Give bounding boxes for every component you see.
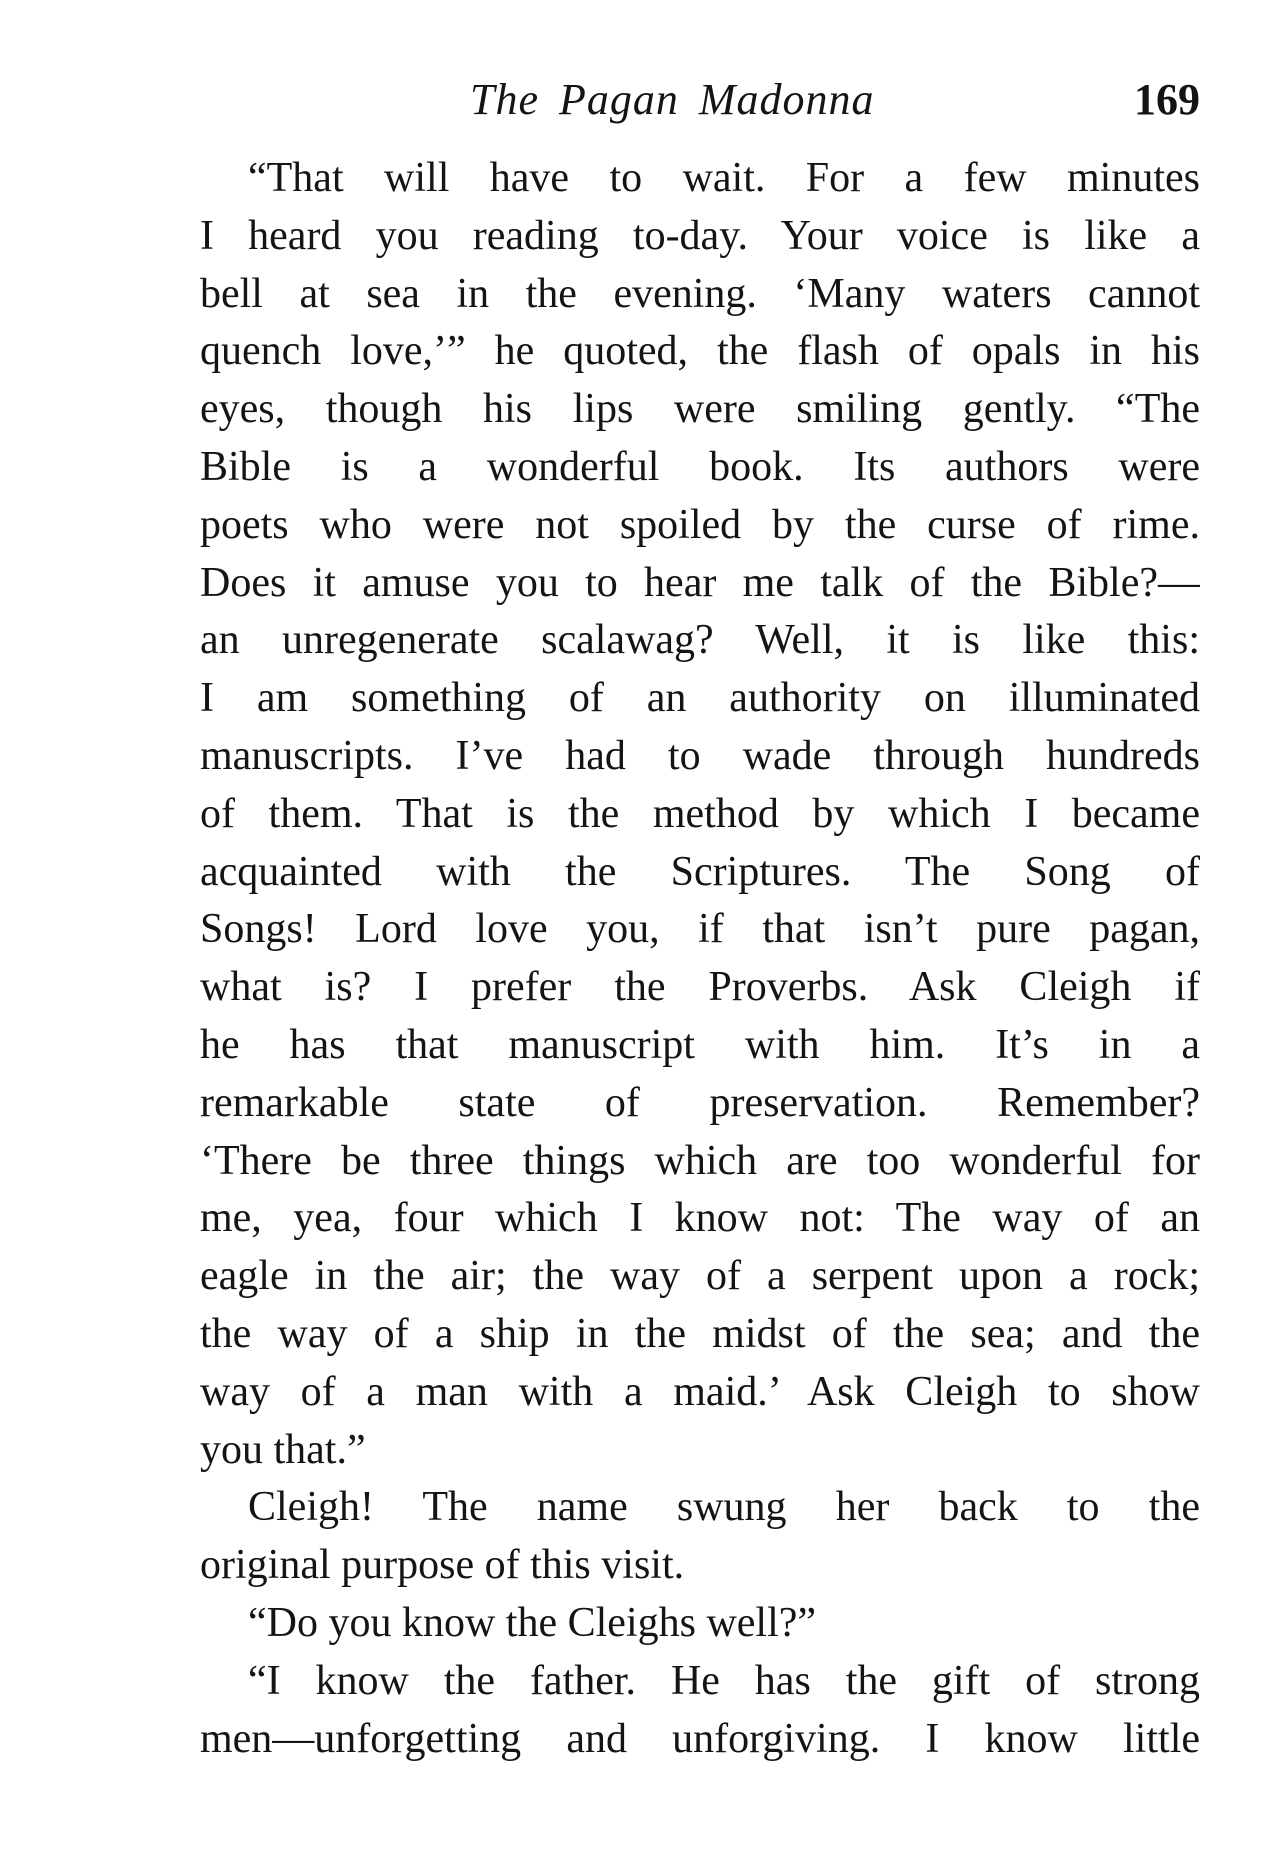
text-line: the way of a ship in the midst of the sea; and the: [200, 1310, 1200, 1357]
text-line: poets who were not spoiled by the curse of rime.: [200, 501, 1200, 548]
text-line: manuscripts. I’ve had to wade through hundreds: [200, 732, 1200, 779]
text-line: Bible is a wonderful book. Its authors were: [200, 443, 1200, 490]
text-line: ‘There be three things which are too wonderful for: [200, 1137, 1200, 1184]
text-line: acquainted with the Scriptures. The Song of: [200, 848, 1200, 895]
text-line: men—unforgetting and unforgiving. I know little: [200, 1715, 1200, 1762]
text-line: I am something of an authority on illuminated: [200, 675, 1200, 722]
text-line: eagle in the air; the way of a serpent upon a rock;: [200, 1253, 1200, 1300]
text-line: “I know the father. He has the gift of strong: [248, 1657, 1200, 1704]
running-header: [200, 60, 1200, 140]
running-title: The Pagan Madonna: [470, 75, 875, 124]
text-line: an unregenerate scalawag? Well, it is like this:: [200, 617, 1200, 664]
text-line: Cleigh! The name swung her back to the: [248, 1484, 1200, 1531]
text-line: he has that manuscript with him. It’s in a: [200, 1021, 1200, 1068]
text-line: “Do you know the Cleighs well?”: [248, 1599, 817, 1646]
body-text: [200, 150, 1200, 1768]
text-line: what is? I prefer the Proverbs. Ask Cleigh if: [200, 964, 1200, 1011]
text-line: “That will have to wait. For a few minutes: [248, 155, 1200, 201]
text-line: you that.”: [200, 1426, 366, 1473]
text-line: bell at sea in the evening. ‘Many waters cannot: [200, 270, 1200, 317]
text-line: Does it amuse you to hear me talk of the Bible?—: [200, 559, 1200, 606]
text-line: Songs! Lord love you, if that isn’t pure pagan,: [200, 906, 1200, 953]
page-number: 169: [1134, 75, 1200, 124]
text-line: I heard you reading to-day. Your voice is like a: [200, 212, 1200, 259]
book-page: [200, 60, 1200, 1768]
text-line: way of a man with a maid.’ Ask Cleigh to show: [200, 1368, 1200, 1415]
text-line: quench love,’” he quoted, the flash of opals in his: [200, 328, 1200, 375]
text-line: of them. That is the method by which I became: [200, 790, 1200, 837]
text-line: remarkable state of preservation. Remember?: [200, 1079, 1200, 1126]
text-line: eyes, though his lips were smiling gently. “The: [200, 386, 1200, 433]
text-line: me, yea, four which I know not: The way of an: [200, 1195, 1200, 1242]
text-line: original purpose of this visit.: [200, 1542, 685, 1589]
